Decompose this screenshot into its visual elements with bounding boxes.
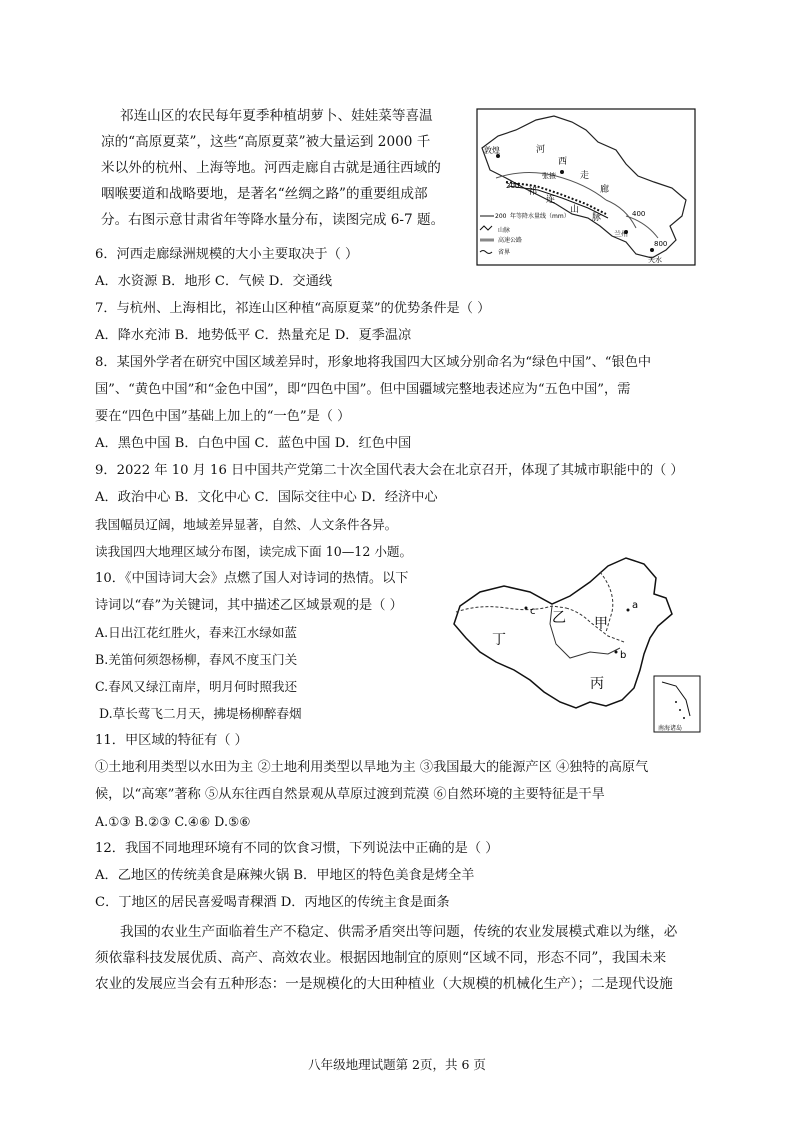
south-china-sea-inset bbox=[654, 676, 700, 732]
intro2-line-1: 我国幅员辽阔，地域差异显著，自然、人文条件各异。 bbox=[95, 517, 398, 532]
q10-option-b: B.羌笛何须怨杨柳，春风不度玉门关 bbox=[95, 652, 298, 667]
q12-options-row-1: A．乙地区的传统美食是麻辣火锅 B．甲地区的特色美食是烤全羊 bbox=[95, 868, 475, 883]
map1-label-zhangye: 张掖 bbox=[542, 172, 556, 180]
map1-label-zou: 走 bbox=[580, 171, 590, 181]
map1-label-200: 200 bbox=[506, 182, 520, 190]
passage1-line-5: 分。右图示意甘肃省年等降水量分布，读图完成 6-7 题。 bbox=[101, 212, 445, 228]
q11-body-line-2: 候，以“高寒”著称 ⑤从东往西自然景观从草原过渡到荒漠 ⑥自然环境的主要特征是干旱 bbox=[95, 787, 605, 802]
q11-stem: 11．甲区域的特征有（ ） bbox=[95, 733, 248, 748]
q11-body-line-1: ①土地利用类型以水田为主 ②土地利用类型以旱地为主 ③我国最大的能源产区 ④独特的高原气 bbox=[95, 760, 649, 775]
region-ding-label: 丁 bbox=[492, 632, 506, 648]
q7-stem: 7．与杭州、上海相比，祁连山区种植“高原夏菜”的优势条件是（ ） bbox=[95, 301, 491, 316]
q10-stem-line-2: 诗词以“春”为关键词，其中描述乙区域景观的是（ ） bbox=[95, 598, 403, 613]
legend-mountain: 山脉 bbox=[498, 227, 511, 234]
map1-label-qi: 祁 bbox=[528, 187, 538, 197]
q8-options: A．黑色中国 B．白色中国 C．蓝色中国 D．红色中国 bbox=[95, 436, 412, 451]
map1-label-shan: 山 bbox=[570, 205, 580, 215]
point-c-label: c bbox=[530, 606, 536, 617]
passage3-line-2: 须依靠科技发展优质、高产、高效农业。根据因地制宜的原则“区域不同，形态不同”，我国未来 bbox=[95, 950, 667, 966]
map1-label-xi: 西 bbox=[558, 157, 568, 167]
passage1-line-3: 米以外的杭州、上海等地。河西走廊自古就是通往西域的 bbox=[101, 160, 441, 176]
map1-label-dunhuang: 敦煌 bbox=[484, 146, 500, 155]
q8-stem-line-1: 8．某国外学者在研究中国区域差异时，形象地将我国四大区域分别命名为“绿色中国”、“银色中 bbox=[95, 355, 652, 370]
region-yi-label: 乙 bbox=[552, 610, 566, 626]
q10-option-a: A.日出江花红胜火，春来江水绿如蓝 bbox=[95, 625, 298, 640]
china-regions-map bbox=[440, 552, 710, 740]
point-b-dot bbox=[615, 651, 618, 654]
inset-label: 南海诸岛 bbox=[658, 725, 683, 732]
passage3-line-3: 农业的发展应当会有五种形态：一是规模化的大田种植业（大规模的机械化生产）；二是现代设施 bbox=[95, 976, 673, 992]
point-a-dot bbox=[627, 609, 630, 612]
map1-label-400: 400 bbox=[632, 210, 646, 218]
point-c-dot bbox=[525, 607, 528, 610]
gansu-precipitation-map bbox=[476, 108, 696, 266]
q6-options: A．水资源 B．地形 C．气候 D．交通线 bbox=[95, 274, 333, 289]
q10-option-d: D.草长莺飞二月天，拂堤杨柳醉春烟 bbox=[99, 706, 302, 721]
q12-stem: 12．我国不同地理环境有不同的饮食习惯，下列说法中正确的是（ ） bbox=[95, 841, 499, 856]
map1-label-tianshui: 天水 bbox=[648, 256, 662, 264]
q10-option-c: C.春风又绿江南岸，明月何时照我还 bbox=[95, 679, 298, 694]
page-footer: 八年级地理试题第 2页，共 6 页 bbox=[308, 1057, 486, 1072]
passage3-line-1: 我国的农业生产面临着生产不稳定、供需矛盾突出等问题，传统的农业发展模式难以为继，必 bbox=[120, 924, 678, 940]
map1-label-800: 800 bbox=[654, 240, 668, 248]
legend-isohyet: 年等降水量线（mm） bbox=[510, 213, 570, 220]
point-b-label: b bbox=[620, 650, 627, 661]
legend-isohyet-value: 200 bbox=[495, 213, 507, 220]
region-jia-label: 甲 bbox=[594, 616, 608, 632]
zhangye-dot bbox=[560, 170, 564, 174]
legend-highway: 高速公路 bbox=[498, 237, 523, 244]
q9-stem: 9．2022 年 10 月 16 日中国共产党第二十次全国代表大会在北京召开，体现了其城市职能中的（ ） bbox=[95, 463, 684, 478]
legend-province-border: 省界 bbox=[498, 249, 511, 256]
q12-options-row-2: C．丁地区的居民喜爱喝青稞酒 D．丙地区的传统主食是面条 bbox=[95, 895, 450, 910]
region-bing-label: 丙 bbox=[590, 676, 604, 692]
q11-options: A.①③ B.②③ C.④⑥ D.⑤⑥ bbox=[95, 814, 251, 829]
map1-label-lanzhou: 兰州 bbox=[614, 230, 628, 238]
map1-label-mai: 脉 bbox=[592, 213, 602, 223]
map1-label-lian: 连 bbox=[546, 195, 556, 205]
q10-stem-line-1: 10．《中国诗词大会》点燃了国人对诗词的热情。以下 bbox=[95, 571, 409, 586]
q8-stem-line-2: 国”、“黄色中国”和“金色中国”，即“四色中国”。但中国疆域完整地表述应为“五色中国”，需 bbox=[95, 382, 631, 397]
tianshui-dot bbox=[650, 248, 654, 252]
q8-stem-line-3: 要在“四色中国”基础上加上的“一色”是（ ） bbox=[95, 409, 351, 424]
passage1-line-4: 咽喉要道和战略要地，是著名“丝绸之路”的重要组成部 bbox=[101, 186, 428, 202]
passage1-line-1: 祁连山区的农民每年夏季种植胡萝卜、娃娃菜等喜温 bbox=[120, 108, 433, 124]
q7-options: A．降水充沛 B．地势低平 C．热量充足 D．夏季温凉 bbox=[95, 328, 412, 343]
passage1-line-2: 凉的“高原夏菜”，这些“高原夏菜”被大量运到 2000 千 bbox=[101, 134, 431, 150]
intro2-line-2: 读我国四大地理区域分布图，读完成下面 10—12 小题。 bbox=[95, 544, 413, 559]
map1-label-he: 河 bbox=[536, 145, 546, 155]
map1-label-lang: 廊 bbox=[600, 185, 610, 195]
q9-options: A．政治中心 B．文化中心 C．国际交往中心 D．经济中心 bbox=[95, 490, 438, 505]
q6-stem: 6．河西走廊绿洲规模的大小主要取决于（ ） bbox=[95, 247, 359, 262]
point-a-label: a bbox=[632, 600, 639, 611]
